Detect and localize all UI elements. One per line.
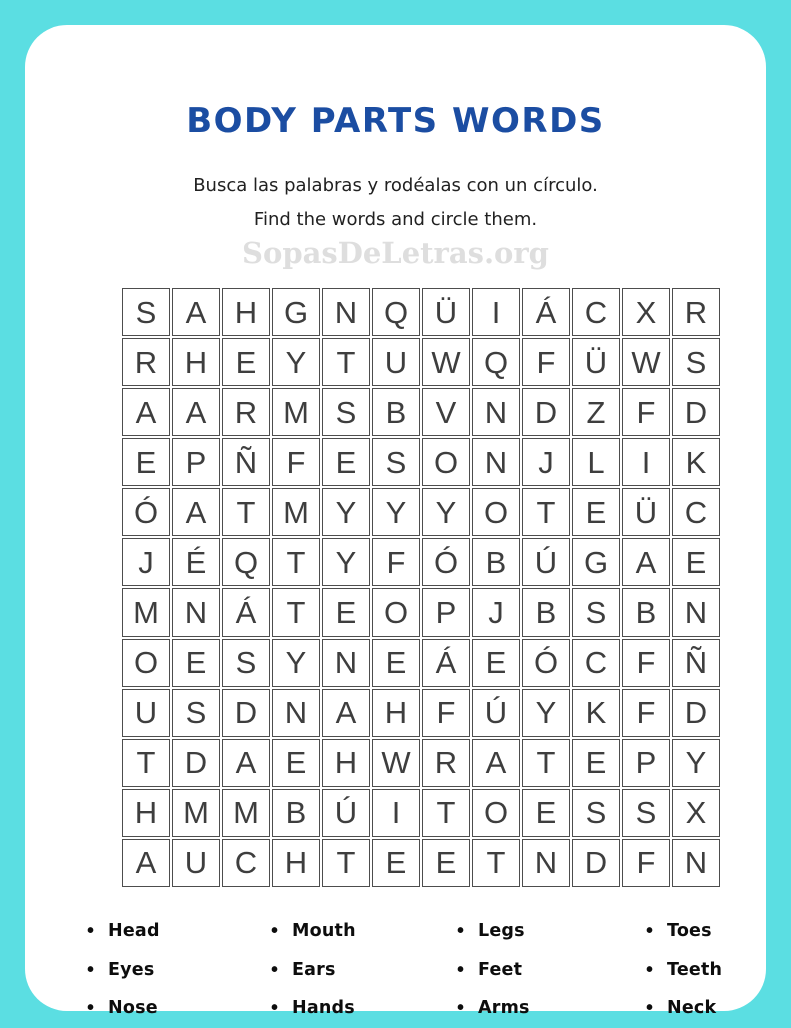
grid-cell: Q xyxy=(222,538,270,586)
grid-cell: S xyxy=(572,789,620,837)
grid-cell: M xyxy=(222,789,270,837)
word-label: Eyes xyxy=(108,959,155,980)
grid-cell: M xyxy=(172,789,220,837)
grid-cell: Y xyxy=(672,739,720,787)
grid-cell: F xyxy=(622,689,670,737)
grid-cell: E xyxy=(422,839,470,887)
grid-cell: D xyxy=(672,388,720,436)
word-item xyxy=(87,951,271,990)
grid-cell: F xyxy=(622,839,670,887)
grid-cell: O xyxy=(472,488,520,536)
grid-cell: T xyxy=(322,839,370,887)
word-label: Neck xyxy=(667,998,717,1019)
grid-cell: T xyxy=(272,588,320,636)
grid-cell: Ú xyxy=(522,538,570,586)
grid-cell: Y xyxy=(322,488,370,536)
word-list-column xyxy=(457,912,646,1028)
bullet-icon: • xyxy=(271,958,279,981)
grid-cell: W xyxy=(422,338,470,386)
grid-cell: H xyxy=(222,288,270,336)
grid-cell: P xyxy=(422,588,470,636)
grid-cell: R xyxy=(672,288,720,336)
grid-cell: S xyxy=(222,639,270,687)
grid-cell: N xyxy=(672,588,720,636)
grid-cell: J xyxy=(522,438,570,486)
grid-cell: N xyxy=(172,588,220,636)
grid-cell: T xyxy=(272,538,320,586)
bullet-icon: • xyxy=(271,997,279,1020)
grid-cell: Q xyxy=(472,338,520,386)
grid-cell: S xyxy=(122,288,170,336)
grid-cell: N xyxy=(672,839,720,887)
grid-cell: É xyxy=(172,538,220,586)
grid-cell: T xyxy=(522,739,570,787)
bullet-icon: • xyxy=(457,920,465,943)
word-label: Nose xyxy=(108,998,158,1019)
grid-cell: C xyxy=(672,488,720,536)
grid-cell: Y xyxy=(272,639,320,687)
grid-cell: E xyxy=(172,639,220,687)
grid-cell: H xyxy=(272,839,320,887)
grid-cell: M xyxy=(122,588,170,636)
grid-cell: K xyxy=(572,689,620,737)
grid-cell: L xyxy=(572,438,620,486)
grid-cell: D xyxy=(222,689,270,737)
grid-cell: E xyxy=(272,739,320,787)
grid-cell: E xyxy=(122,438,170,486)
grid-cell: A xyxy=(472,739,520,787)
bullet-icon: • xyxy=(271,920,279,943)
content-card xyxy=(25,25,766,1020)
page-title: BODY PARTS WORDS xyxy=(186,101,605,141)
grid-cell: E xyxy=(322,438,370,486)
grid-cell: S xyxy=(622,789,670,837)
grid-cell: Y xyxy=(522,689,570,737)
word-item xyxy=(457,912,646,951)
word-item xyxy=(646,951,722,990)
word-label: Hands xyxy=(292,998,355,1019)
bullet-icon: • xyxy=(87,958,95,981)
word-label: Head xyxy=(108,921,160,942)
grid-cell: N xyxy=(272,689,320,737)
grid-cell: N xyxy=(472,388,520,436)
grid-cell: A xyxy=(622,538,670,586)
grid-cell: B xyxy=(522,588,570,636)
grid-cell: D xyxy=(522,388,570,436)
grid-cell: H xyxy=(122,789,170,837)
grid-cell: T xyxy=(472,839,520,887)
instructions-english: Find the words and circle them. xyxy=(253,209,538,230)
grid-cell: D xyxy=(672,689,720,737)
grid-cell: Ü xyxy=(622,488,670,536)
grid-cell: X xyxy=(672,789,720,837)
word-search-grid xyxy=(122,288,720,887)
grid-cell: S xyxy=(672,338,720,386)
word-item xyxy=(271,912,457,951)
word-label: Teeth xyxy=(667,959,723,980)
grid-cell: K xyxy=(672,438,720,486)
grid-cell: G xyxy=(572,538,620,586)
grid-cell: C xyxy=(572,639,620,687)
grid-cell: T xyxy=(322,338,370,386)
grid-cell: Ü xyxy=(572,338,620,386)
grid-cell: I xyxy=(472,288,520,336)
grid-cell: O xyxy=(372,588,420,636)
grid-cell: S xyxy=(172,689,220,737)
grid-cell: H xyxy=(372,689,420,737)
grid-cell: A xyxy=(172,388,220,436)
grid-cell: E xyxy=(522,789,570,837)
grid-cell: P xyxy=(172,438,220,486)
grid-cell: S xyxy=(322,388,370,436)
grid-cell: Á xyxy=(522,288,570,336)
grid-cell: Ó xyxy=(422,538,470,586)
word-item xyxy=(646,912,722,951)
word-item xyxy=(271,951,457,990)
grid-cell: Ó xyxy=(122,488,170,536)
word-list-column xyxy=(87,912,271,1028)
grid-cell: R xyxy=(422,739,470,787)
grid-cell: N xyxy=(472,438,520,486)
grid-cell: F xyxy=(372,538,420,586)
grid-cell: Y xyxy=(372,488,420,536)
grid-cell: H xyxy=(172,338,220,386)
grid-cell: G xyxy=(272,288,320,336)
grid-cell: Á xyxy=(222,588,270,636)
grid-cell: Ñ xyxy=(672,639,720,687)
grid-cell: M xyxy=(272,488,320,536)
grid-cell: F xyxy=(522,338,570,386)
grid-cell: A xyxy=(172,288,220,336)
grid-cell: B xyxy=(272,789,320,837)
grid-cell: A xyxy=(172,488,220,536)
grid-cell: E xyxy=(222,338,270,386)
grid-cell: E xyxy=(472,639,520,687)
grid-cell: Q xyxy=(372,288,420,336)
grid-cell: C xyxy=(572,288,620,336)
word-label: Toes xyxy=(667,921,712,942)
grid-cell: U xyxy=(122,689,170,737)
grid-cell: J xyxy=(472,588,520,636)
watermark: SopasDeLetras.org xyxy=(242,236,549,270)
bullet-icon: • xyxy=(457,997,465,1020)
grid-cell: E xyxy=(322,588,370,636)
word-list-column xyxy=(271,912,457,1028)
grid-cell: N xyxy=(322,639,370,687)
bullet-icon: • xyxy=(87,920,95,943)
grid-cell: T xyxy=(422,789,470,837)
grid-cell: S xyxy=(372,438,420,486)
grid-cell: M xyxy=(272,388,320,436)
grid-cell: X xyxy=(622,288,670,336)
word-list xyxy=(87,912,722,1028)
grid-cell: F xyxy=(622,639,670,687)
grid-cell: B xyxy=(622,588,670,636)
grid-cell: D xyxy=(572,839,620,887)
grid-cell: T xyxy=(222,488,270,536)
word-list-column xyxy=(646,912,722,1028)
grid-cell: F xyxy=(272,438,320,486)
grid-cell: B xyxy=(472,538,520,586)
word-label: Mouth xyxy=(292,921,356,942)
grid-cell: E xyxy=(572,488,620,536)
grid-cell: H xyxy=(322,739,370,787)
word-item xyxy=(271,989,457,1028)
grid-cell: F xyxy=(622,388,670,436)
grid-cell: B xyxy=(372,388,420,436)
grid-cell: Y xyxy=(322,538,370,586)
grid-cell: A xyxy=(122,839,170,887)
word-item xyxy=(646,989,722,1028)
bullet-icon: • xyxy=(646,958,654,981)
word-item xyxy=(457,989,646,1028)
grid-cell: Ü xyxy=(422,288,470,336)
grid-cell: E xyxy=(672,538,720,586)
grid-cell: A xyxy=(322,689,370,737)
grid-cell: E xyxy=(372,639,420,687)
word-label: Arms xyxy=(478,998,530,1019)
grid-cell: V xyxy=(422,388,470,436)
bullet-icon: • xyxy=(87,997,95,1020)
grid-cell: E xyxy=(372,839,420,887)
grid-cell: R xyxy=(222,388,270,436)
grid-cell: A xyxy=(222,739,270,787)
grid-cell: I xyxy=(372,789,420,837)
grid-cell: F xyxy=(422,689,470,737)
grid-cell: E xyxy=(572,739,620,787)
word-label: Ears xyxy=(292,959,336,980)
grid-cell: W xyxy=(622,338,670,386)
bullet-icon: • xyxy=(646,997,654,1020)
grid-cell: S xyxy=(572,588,620,636)
word-item xyxy=(87,989,271,1028)
grid-cell: Ú xyxy=(472,689,520,737)
grid-cell: O xyxy=(472,789,520,837)
word-item xyxy=(87,912,271,951)
grid-cell: Ó xyxy=(522,639,570,687)
grid-cell: Z xyxy=(572,388,620,436)
word-item xyxy=(457,951,646,990)
grid-cell: C xyxy=(222,839,270,887)
grid-cell: T xyxy=(522,488,570,536)
grid-cell: Y xyxy=(422,488,470,536)
grid-cell: N xyxy=(322,288,370,336)
grid-cell: U xyxy=(372,338,420,386)
bullet-icon: • xyxy=(457,958,465,981)
grid-cell: O xyxy=(122,639,170,687)
grid-cell: Á xyxy=(422,639,470,687)
instructions-spanish: Busca las palabras y rodéalas con un círculo. xyxy=(193,175,598,196)
bullet-icon: • xyxy=(646,920,654,943)
word-label: Legs xyxy=(478,921,525,942)
grid-cell: N xyxy=(522,839,570,887)
grid-cell: U xyxy=(172,839,220,887)
grid-cell: O xyxy=(422,438,470,486)
grid-cell: Ú xyxy=(322,789,370,837)
word-label: Feet xyxy=(478,959,523,980)
grid-cell: Ñ xyxy=(222,438,270,486)
grid-cell: J xyxy=(122,538,170,586)
grid-cell: R xyxy=(122,338,170,386)
grid-cell: P xyxy=(622,739,670,787)
grid-cell: W xyxy=(372,739,420,787)
grid-cell: T xyxy=(122,739,170,787)
grid-cell: I xyxy=(622,438,670,486)
grid-cell: A xyxy=(122,388,170,436)
grid-cell: Y xyxy=(272,338,320,386)
grid-cell: D xyxy=(172,739,220,787)
